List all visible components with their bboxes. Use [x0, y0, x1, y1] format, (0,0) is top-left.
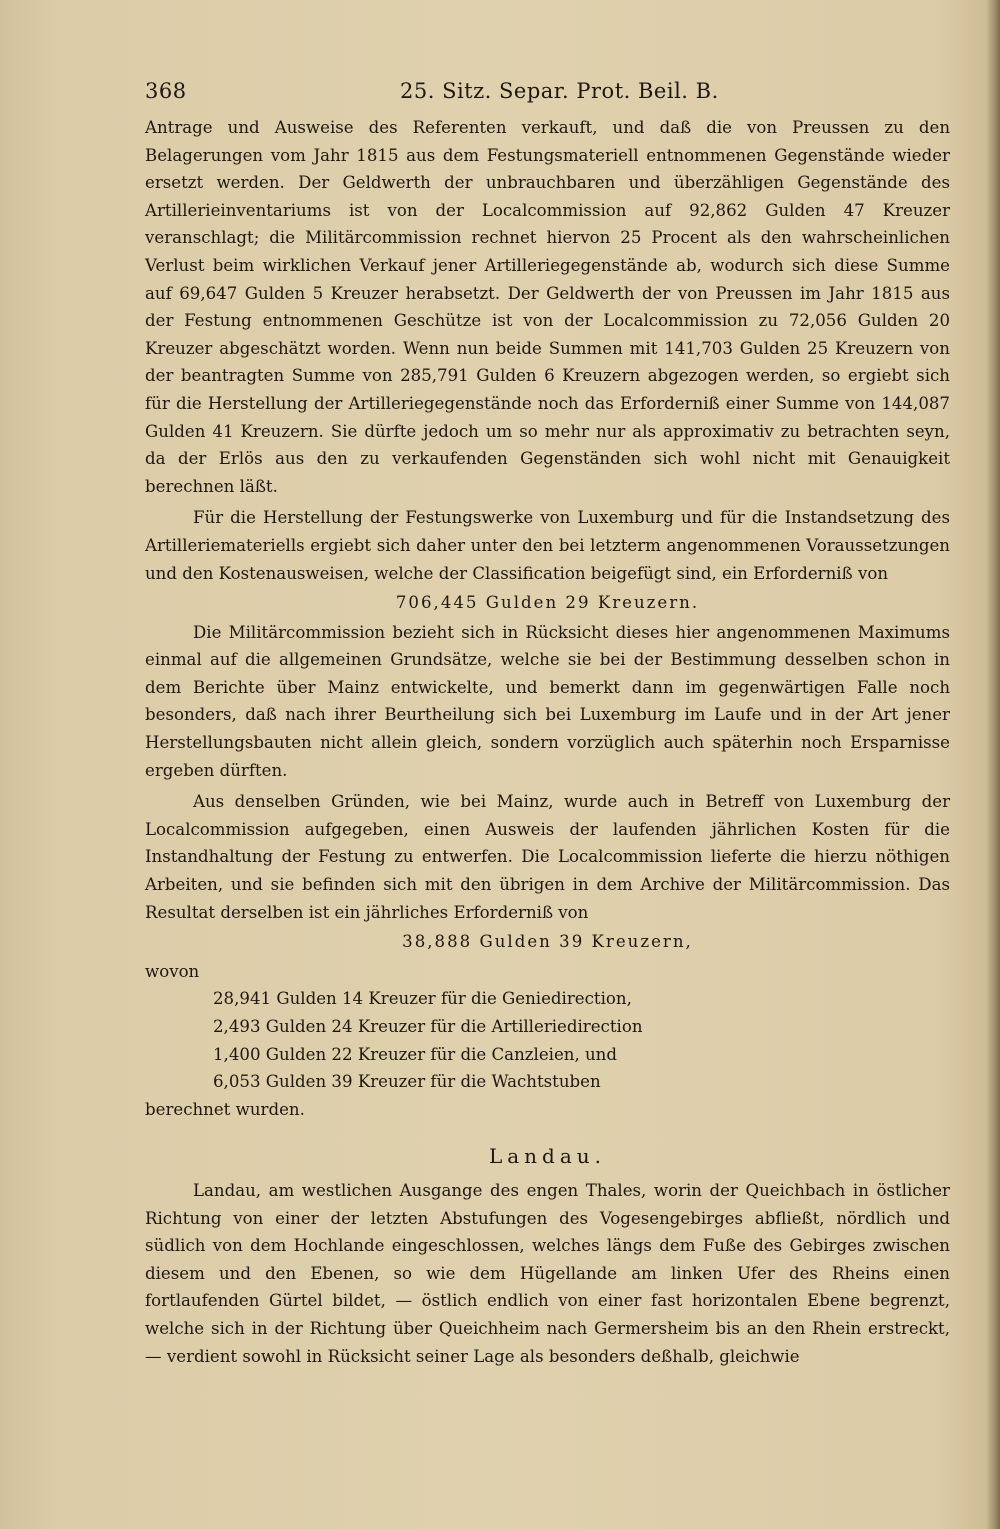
- amount-annual: 38,888 Gulden 39 Kreuzern,: [402, 932, 693, 952]
- cost-breakdown-list: [145, 985, 950, 1095]
- breakdown-item: 1,400 Gulden 22 Kreuzer für die Canzleien, und: [213, 1044, 617, 1064]
- page-edge-shadow: [986, 0, 1000, 1529]
- amount-total-herstellung: 706,445 Gulden 29 Kreuzern.: [395, 593, 700, 613]
- berechnet-text: berechnet wurden.: [145, 1099, 305, 1119]
- paragraph-landau: Landau, am westlichen Ausgange des engen Thales, worin der Queichbach in östlicher Richtung von einer der letzten Abstufungen des Vogesengebirges abfließt, nördlich und südlich von dem Hochlande eingeschlossen, welches längs dem Fuße des Gebirges zwischen diesem und den Ebenen, so wie dem Hügellande am linken Ufer des Rheins einen fortlaufenden Gürtel bildet, — östlich endlich von einer fast horizontalen Ebene begrenzt, welche sich in der Richtung über Queichheim nach Germersheim bis an den Rhein erstreckt, — verdient sowohl in Rücksicht seiner Lage als besonders deßhalb, gleichwie: [145, 1180, 950, 1366]
- page-header: [145, 78, 950, 114]
- breakdown-item: 2,493 Gulden 24 Kreuzer für die Artilleriedirection: [213, 1017, 643, 1036]
- running-title: 25. Sitz. Separ. Prot. Beil. B.: [400, 79, 719, 103]
- page-content: [145, 78, 950, 1370]
- paragraph-2: Für die Herstellung der Festungswerke von Luxemburg und für die Instandsetzung des Artilleriemateriells ergiebt sich daher unter den bei letzterm angenommenen Voraussetzungen und den Kostenausweisen, welche der Classification beigefügt sind, ein Erforderniß von: [145, 508, 950, 583]
- breakdown-item: 6,053 Gulden 39 Kreuzer für die Wachtstuben: [213, 1072, 601, 1092]
- wovon-text: wovon: [145, 961, 200, 981]
- page-number: 368: [145, 79, 187, 103]
- paragraph-3: Die Militärcommission bezieht sich in Rücksicht dieses hier angenommenen Maximums einmal auf die allgemeinen Grundsätze, welche sie bei der Bestimmung desselben schon in dem Berichte über Mainz entwickelte, und bemerkt dann im gegenwärtigen Falle noch besonders, daß nach ihrer Beurtheilung sich bei Luxemburg im Laufe und in der Art jener Herstellungsbauten nicht allein gleich, sondern vorzüglich auch späterhin noch Ersparnisse ergeben dürften.: [145, 622, 950, 780]
- breakdown-item: 28,941 Gulden 14 Kreuzer für die Geniedirection,: [213, 989, 632, 1009]
- section-title-landau: Landau.: [488, 1144, 607, 1169]
- paragraph-1: Antrage und Ausweise des Referenten verkauft, und daß die von Preussen zu den Belagerungen vom Jahr 1815 aus dem Festungsmateriell entnommenen Gegenstände wieder ersetzt werden. Der Geldwerth der unbrauchbaren und überzähligen Gegenstände des Artillerieinventariums ist von der Localcommission auf 92,862 Gulden 47 Kreuzer veranschlagt; die Militärcommission rechnet hiervon 25 Procent als den wahrscheinlichen Verlust beim wirklichen Verkauf jener Artilleriegegenstände ab, wodurch sich diese Summe auf 69,647 Gulden 5 Kreuzer herabsetzt. Der Geldwerth der von Preussen im Jahr 1815 aus der Festung entnommenen Geschütze ist von der Localcommission zu 72,056 Gulden 20 Kreuzer abgeschätzt worden. Wenn nun beide Summen mit 141,703 Gulden 25 Kreuzern von der beantragten Summe von 285,791 Gulden 6 Kreuzern abgezogen werden, so ergiebt sich für die Herstellung der Artilleriegegenstände noch das Erforderniß einer Summe von 144,087 Gulden 41 Kreuzern. Sie dürfte jedoch um so mehr nur als approximativ zu betrachten seyn, da der Erlös aus den zu verkaufenden Gegenständen sich wohl nicht mit Genauigkeit berechnen läßt.: [145, 118, 950, 496]
- paragraph-4: Aus denselben Gründen, wie bei Mainz, wurde auch in Betreff von Luxemburg der Localcommission aufgegeben, einen Ausweis der laufenden jährlichen Kosten für die Instandhaltung der Festung zu entwerfen. Die Localcommission lieferte die hierzu nöthigen Arbeiten, und sie befinden sich mit den übrigen in dem Archive der Militärcommission. Das Resultat derselben ist ein jährliches Erforderniß von: [145, 792, 950, 922]
